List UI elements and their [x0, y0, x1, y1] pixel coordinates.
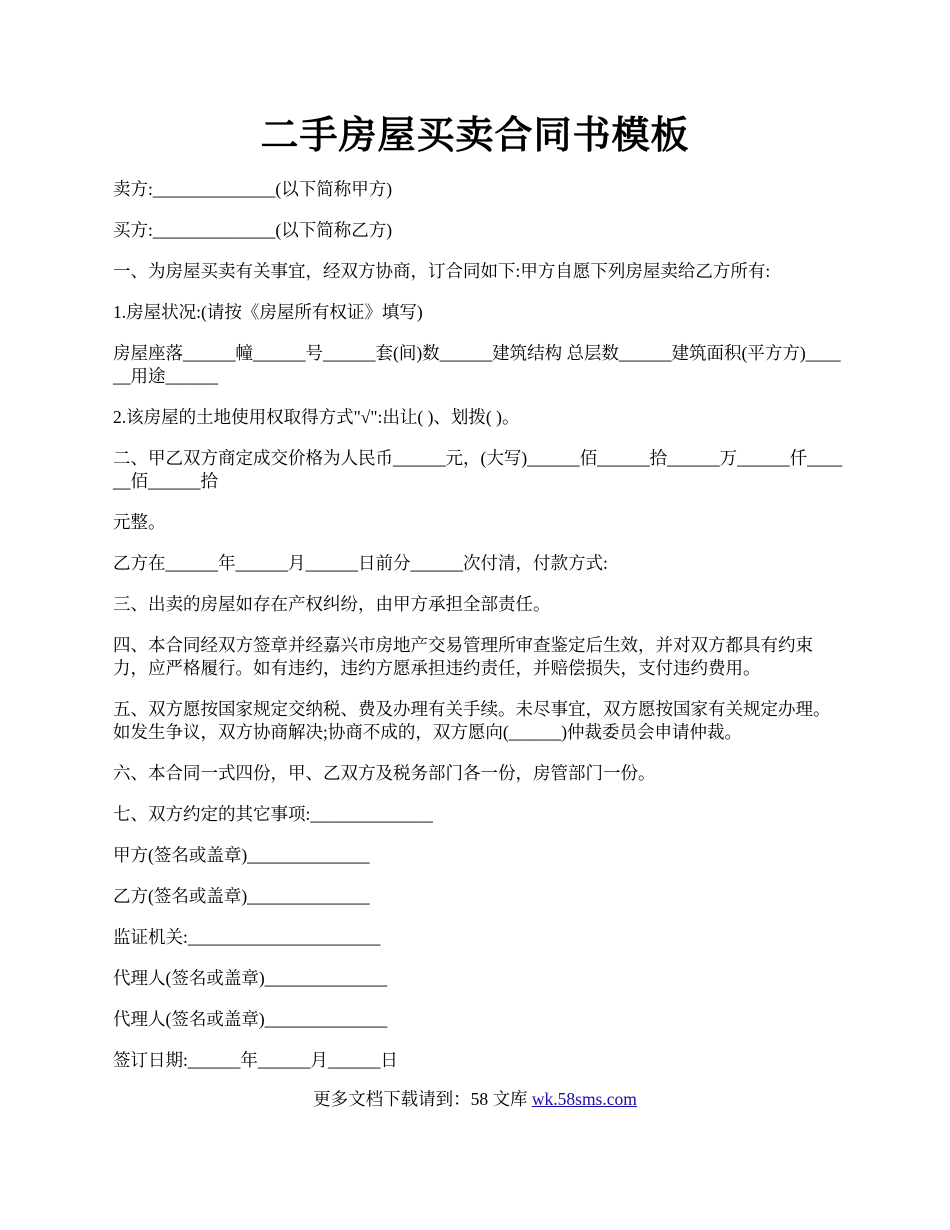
price-end-line: 元整。	[113, 512, 166, 532]
land-use-right-line: 2.该房屋的土地使用权取得方式"√":出让( )、划拨( )。	[113, 407, 520, 427]
buyer-line: 买方:______________(以下简称乙方)	[113, 220, 393, 240]
party-a-signature-line: 甲方(签名或盖章)______________	[113, 845, 370, 865]
clause-four: 四、本合同经双方签章并经嘉兴市房地产交易管理所审查鉴定后生效，并对双方都具有约束力，应严格履行。如有违约，违约方愿承担违约责任，并赔偿损失，支付违约费用。	[113, 635, 813, 678]
clause-six: 六、本合同一式四份，甲、乙双方及税务部门各一份，房管部门一份。	[113, 763, 656, 783]
footer	[0, 1087, 950, 1111]
house-location-line: 房屋座落______幢______号______套(间)数______建筑结构 总层数______建筑面积(平方方)______用途______	[113, 343, 841, 386]
payment-line: 乙方在______年______月______日前分______次付清，付款方式:	[113, 553, 608, 573]
clause-five: 五、双方愿按国家规定交纳税、费及办理有关手续。未尽事宜，双方愿按国家有关规定办理。如发生争议，双方协商解决;协商不成的，双方愿向(______)仲裁委员会申请仲裁。	[113, 699, 831, 742]
document-body	[113, 178, 843, 1090]
footer-link[interactable]: wk.58sms.com	[531, 1089, 637, 1109]
house-status-heading: 1.房屋状况:(请按《房屋所有权证》填写)	[113, 302, 423, 322]
footer-text: 更多文档下载请到：58 文库	[313, 1089, 532, 1109]
clause-two-price: 二、甲乙双方商定成交价格为人民币______元，(大写)______佰______拾______万______仟______佰______拾	[113, 448, 843, 491]
signing-date-line: 签订日期:______年______月______日	[113, 1050, 398, 1070]
document-title: 二手房屋买卖合同书模板	[260, 115, 690, 157]
agent-signature-line-2: 代理人(签名或盖章)______________	[113, 1009, 388, 1029]
seller-line: 卖方:______________(以下简称甲方)	[113, 179, 393, 199]
supervising-authority-line: 监证机关:______________________	[113, 927, 381, 947]
clause-three: 三、出卖的房屋如存在产权纠纷，由甲方承担全部责任。	[113, 594, 551, 614]
clause-seven: 七、双方约定的其它事项:______________	[113, 804, 433, 824]
party-b-signature-line: 乙方(签名或盖章)______________	[113, 886, 370, 906]
agent-signature-line-1: 代理人(签名或盖章)______________	[113, 968, 388, 988]
clause-one-intro: 一、为房屋买卖有关事宜，经双方协商，订合同如下:甲方自愿下列房屋卖给乙方所有:	[113, 261, 771, 281]
